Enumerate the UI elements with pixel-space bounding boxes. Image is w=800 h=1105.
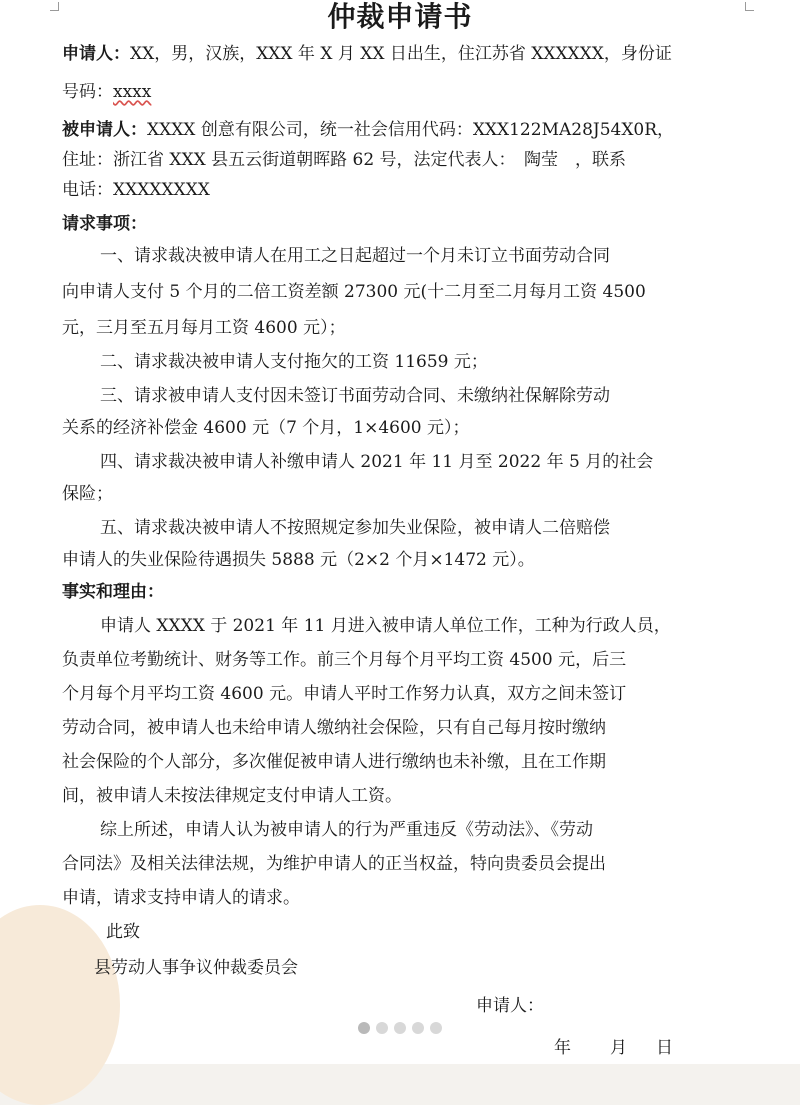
- page-dot[interactable]: [358, 1022, 370, 1034]
- respondent-line-3: 电话：XXXXXXXX: [62, 180, 210, 200]
- claim-line: 保险；: [62, 484, 113, 504]
- claim-line: 关系的经济补偿金 4600 元（7 个月，1×4600 元）；: [62, 418, 470, 438]
- claim-line: 元，三月至五月每月工资 4600 元）；: [62, 318, 346, 338]
- respondent-text-1: XXXX 创意有限公司，统一社会信用代码：XXX122MA28J54X0R，: [147, 120, 675, 140]
- claim-line: 向申请人支付 5 个月的二倍工资差额 27300 元(十二月至二月每月工资 4500: [62, 282, 646, 302]
- respondent-line-2: 住址：浙江省 XXX 县五云街道朝晖路 62 号，法定代表人： 陶莹 ，联系: [62, 150, 627, 170]
- facts-line: 间，被申请人未按法律规定支付申请人工资。: [62, 786, 402, 806]
- page-indicator: [358, 1022, 442, 1034]
- facts-line: 合同法》及相关法律法规，为维护申请人的正当权益，特向贵委员会提出: [62, 854, 606, 874]
- applicant-line-2: [62, 80, 151, 104]
- date-year: 年: [554, 1038, 571, 1058]
- claim-line: 二、请求裁决被申请人支付拖欠的工资 11659 元；: [100, 352, 488, 372]
- date-month: 月: [610, 1038, 627, 1058]
- applicant-label: 申请人：: [62, 44, 130, 64]
- applicant-id-prefix: 号码：: [62, 82, 113, 102]
- page-dot[interactable]: [412, 1022, 424, 1034]
- facts-line: 负责单位考勤统计、财务等工作。前三个月每个月平均工资 4500 元，后三: [62, 650, 627, 670]
- document-title: 仲裁申请书: [327, 0, 473, 33]
- facts-line: 劳动合同，被申请人也未给申请人缴纳社会保险，只有自己每月按时缴纳: [62, 718, 606, 738]
- facts-line: 申请人 XXXX 于 2021 年 11 月进入被申请人单位工作，工种为行政人员，: [100, 616, 671, 636]
- applicant-text-1: XX，男，汉族，XXX 年 X 月 XX 日出生，住江苏省 XXXXXX，身份证: [130, 44, 672, 64]
- respondent-label: 被申请人：: [62, 120, 147, 140]
- committee-name: 县劳动人事争议仲裁委员会: [94, 958, 298, 978]
- page-dot[interactable]: [376, 1022, 388, 1034]
- signature-label: 申请人：: [476, 996, 544, 1016]
- facts-line: 申请，请求支持申请人的请求。: [62, 888, 300, 908]
- claim-line: 一、请求裁决被申请人在用工之日起超过一个月未订立书面劳动合同: [100, 246, 610, 266]
- background-decoration: [0, 905, 120, 1105]
- page-dot[interactable]: [394, 1022, 406, 1034]
- date-day: 日: [656, 1038, 673, 1058]
- page-dot[interactable]: [430, 1022, 442, 1034]
- applicant-id-value: xxxx: [113, 82, 152, 102]
- claim-line: 申请人的失业保险待遇损失 5888 元（2×2 个月×1472 元）。: [62, 550, 535, 570]
- claims-heading: 请求事项：: [62, 214, 147, 234]
- facts-line: 社会保险的个人部分，多次催促被申请人进行缴纳也未补缴，且在工作期: [62, 752, 606, 772]
- applicant-line-1: [62, 42, 730, 66]
- claim-line: 四、请求裁决被申请人补缴申请人 2021 年 11 月至 2022 年 5 月的社会: [100, 452, 654, 472]
- respondent-line-1: [62, 118, 674, 142]
- salutation: 此致: [106, 922, 140, 942]
- facts-line: 综上所述，申请人认为被申请人的行为严重违反《劳动法》、《劳动: [100, 820, 593, 840]
- claim-line: 五、请求裁决被申请人不按照规定参加失业保险，被申请人二倍赔偿: [100, 518, 610, 538]
- facts-line: 个月每个月平均工资 4600 元。申请人平时工作努力认真，双方之间未签订: [62, 684, 627, 704]
- claim-line: 三、请求被申请人支付因未签订书面劳动合同、未缴纳社保解除劳动: [100, 386, 610, 406]
- facts-heading: 事实和理由：: [62, 582, 164, 602]
